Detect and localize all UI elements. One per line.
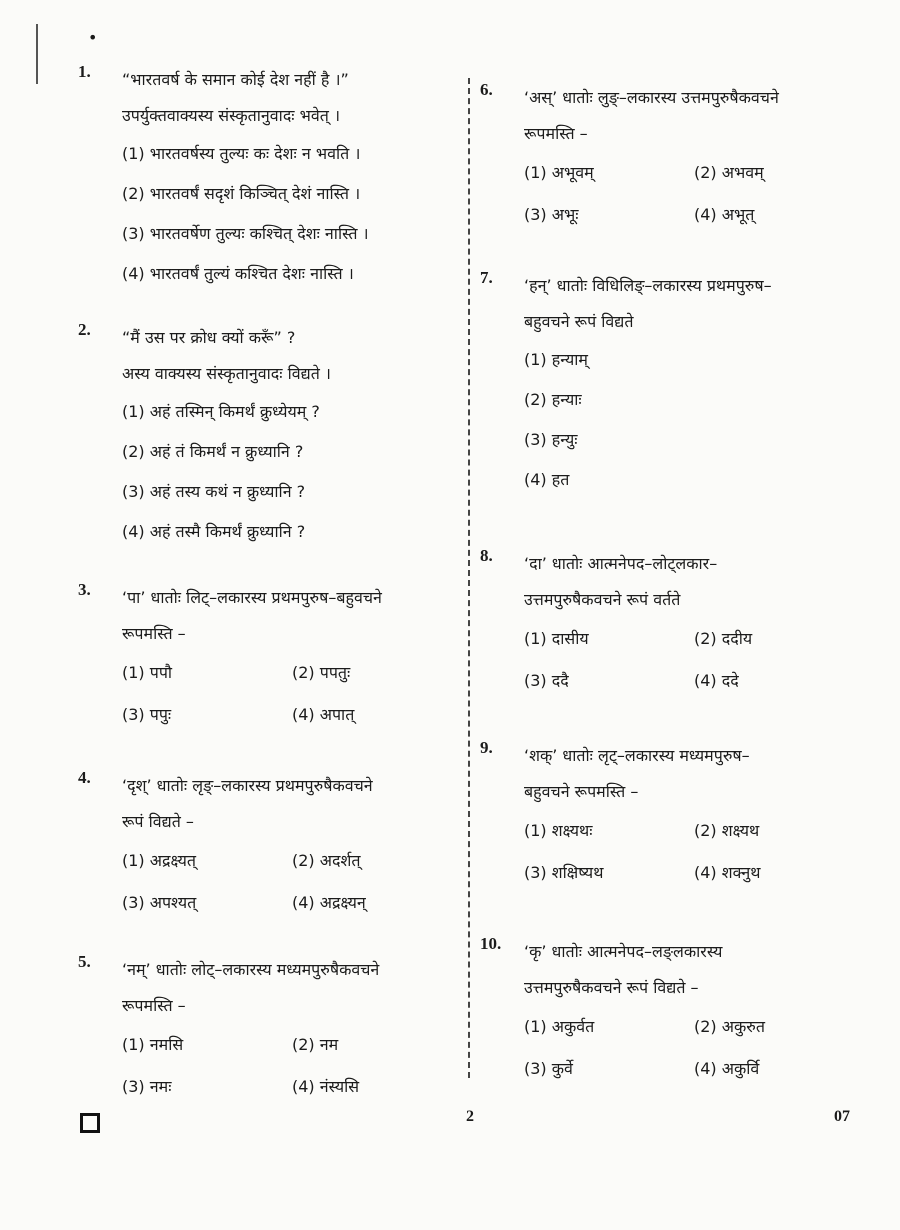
question-text-line: रूपमस्ति –: [122, 624, 186, 643]
option[interactable]: (3) नमः: [122, 1077, 172, 1096]
option[interactable]: (4) नंस्यसि: [292, 1077, 360, 1096]
option[interactable]: (1) पपौ: [122, 663, 173, 682]
question-text-line: रूपं विद्यते –: [122, 812, 194, 831]
options-grid: [122, 1024, 460, 1108]
option[interactable]: (3) अपश्यत्: [122, 893, 197, 912]
bullet-dot: •: [88, 28, 98, 47]
option[interactable]: (2) ददीय: [694, 629, 753, 648]
question-text-line: ‘नम्’ धातोः लोट्–लकारस्य मध्यमपुरुषैकवचने: [122, 960, 380, 979]
question-text-line: ‘दा’ धातोः आत्मनेपद–लोट्लकार–: [524, 554, 718, 573]
option[interactable]: (4) अभूत्: [694, 205, 755, 224]
binding-mark: [36, 24, 38, 84]
option[interactable]: (3) अहं तस्य कथं न क्रुध्यानि ?: [122, 482, 306, 501]
question-text-line: ‘हन्’ धातोः विधिलिङ्–लकारस्य प्रथमपुरुष–: [524, 276, 772, 295]
question-text-line: “मैं उस पर क्रोध क्यों करूँ” ?: [122, 328, 296, 347]
option[interactable]: (2) हन्याः: [524, 390, 582, 409]
question-4: [78, 768, 460, 924]
question-5: [78, 952, 460, 1108]
question-text-line: ‘पा’ धातोः लिट्–लकारस्य प्रथमपुरुष–बहुवचने: [122, 588, 382, 607]
option[interactable]: (4) अहं तस्मै किमर्थं क्रुध्यानि ?: [122, 522, 306, 541]
option[interactable]: (4) अपात्: [292, 705, 355, 724]
option[interactable]: (1) हन्याम्: [524, 350, 588, 369]
option[interactable]: (1) शक्ष्यथः: [524, 821, 593, 840]
question-8: [480, 546, 860, 702]
square-marker-icon: [80, 1113, 100, 1133]
question-text-line: ‘दृश्’ धातोः लृङ्–लकारस्य प्रथमपुरुषैकवचने: [122, 776, 373, 795]
question-number: 4.: [78, 768, 91, 787]
question-6: [480, 80, 860, 236]
page-number: 2: [466, 1108, 474, 1125]
option[interactable]: (4) भारतवर्षं तुल्यं कश्चित देशः नास्ति ।: [122, 264, 354, 283]
question-number: 7.: [480, 268, 493, 287]
option[interactable]: (1) अकुर्वत: [524, 1017, 595, 1036]
options-grid: [524, 810, 860, 894]
options-grid: [122, 652, 460, 736]
option[interactable]: (2) नम: [292, 1035, 339, 1054]
option[interactable]: (1) दासीय: [524, 629, 589, 648]
options-grid: [122, 840, 460, 924]
question-9: [480, 738, 860, 894]
question-3: [78, 580, 460, 736]
option[interactable]: (2) शक्ष्यथ: [694, 821, 760, 840]
option[interactable]: (1) अद्रक्ष्यत्: [122, 851, 196, 870]
option[interactable]: (3) शक्षिष्यथ: [524, 863, 604, 882]
question-text-line: अस्य वाक्यस्य संस्कृतानुवादः विद्यते ।: [122, 364, 332, 383]
question-text-line: रूपमस्ति –: [524, 124, 588, 143]
question-number: 6.: [480, 80, 493, 99]
question-text-line: उत्तमपुरुषैकवचने रूपं वर्तते: [524, 590, 681, 609]
option[interactable]: (4) शक्नुथ: [694, 863, 761, 882]
question-text-line: ‘अस्’ धातोः लुङ्–लकारस्य उत्तमपुरुषैकवचने: [524, 88, 779, 107]
question-number: 1.: [78, 62, 91, 81]
option[interactable]: (3) पपुः: [122, 705, 172, 724]
column-divider: [468, 78, 470, 1078]
option[interactable]: (2) अदर्शत्: [292, 851, 361, 870]
option[interactable]: (1) भारतवर्षस्य तुल्यः कः देशः न भवति ।: [122, 144, 361, 163]
options-grid: [524, 618, 860, 702]
option[interactable]: (4) ददे: [694, 671, 739, 690]
question-text-line: बहुवचने रूपमस्ति –: [524, 782, 639, 801]
option[interactable]: (3) भारतवर्षेण तुल्यः कश्चित् देशः नास्ति ।: [122, 224, 369, 243]
question-number: 8.: [480, 546, 493, 565]
question-text-line: उत्तमपुरुषैकवचने रूपं विद्यते –: [524, 978, 699, 997]
question-text-line: रूपमस्ति –: [122, 996, 186, 1015]
option[interactable]: (3) अभूः: [524, 205, 579, 224]
question-10: [480, 934, 860, 1090]
question-text-line: ‘शक्’ धातोः लृट्–लकारस्य मध्यमपुरुष–: [524, 746, 750, 765]
options-grid: [524, 1006, 860, 1090]
option[interactable]: (2) अकुरुत: [694, 1017, 765, 1036]
option[interactable]: (2) भारतवर्षं सदृशं किञ्चित् देशं नास्ति ।: [122, 184, 361, 203]
question-number: 2.: [78, 320, 91, 339]
question-number: 9.: [480, 738, 493, 757]
question-text-line: उपर्युक्तवाक्यस्य संस्कृतानुवादः भवेत् ।: [122, 106, 341, 125]
option[interactable]: (2) अहं तं किमर्थं न क्रुध्यानि ?: [122, 442, 304, 461]
option[interactable]: (4) हत: [524, 470, 570, 489]
option[interactable]: (1) नमसि: [122, 1035, 184, 1054]
option[interactable]: (4) अद्रक्ष्यन्: [292, 893, 366, 912]
question-number: 10.: [480, 934, 502, 953]
option[interactable]: (1) अहं तस्मिन् किमर्थं क्रुध्येयम् ?: [122, 402, 320, 421]
option[interactable]: (1) अभूवम्: [524, 163, 594, 182]
question-text-line: बहुवचने रूपं विद्यते: [524, 312, 634, 331]
question-text-line: ‘कृ’ धातोः आत्मनेपद–लङ्लकारस्य: [524, 942, 723, 961]
option[interactable]: (4) अकुर्वि: [694, 1059, 760, 1078]
option[interactable]: (2) अभवम्: [694, 163, 764, 182]
option[interactable]: (3) हन्युः: [524, 430, 578, 449]
question-1: [78, 62, 460, 294]
question-number: 5.: [78, 952, 91, 971]
question-7: [480, 268, 860, 500]
question-2: [78, 320, 460, 552]
option[interactable]: (3) ददै: [524, 671, 569, 690]
option[interactable]: (2) पपतुः: [292, 663, 351, 682]
booklet-code: 07: [834, 1108, 850, 1125]
options-grid: [524, 152, 860, 236]
question-text-line: “भारतवर्ष के समान कोई देश नहीं है ।”: [122, 70, 349, 89]
question-number: 3.: [78, 580, 91, 599]
option[interactable]: (3) कुर्वे: [524, 1059, 573, 1078]
